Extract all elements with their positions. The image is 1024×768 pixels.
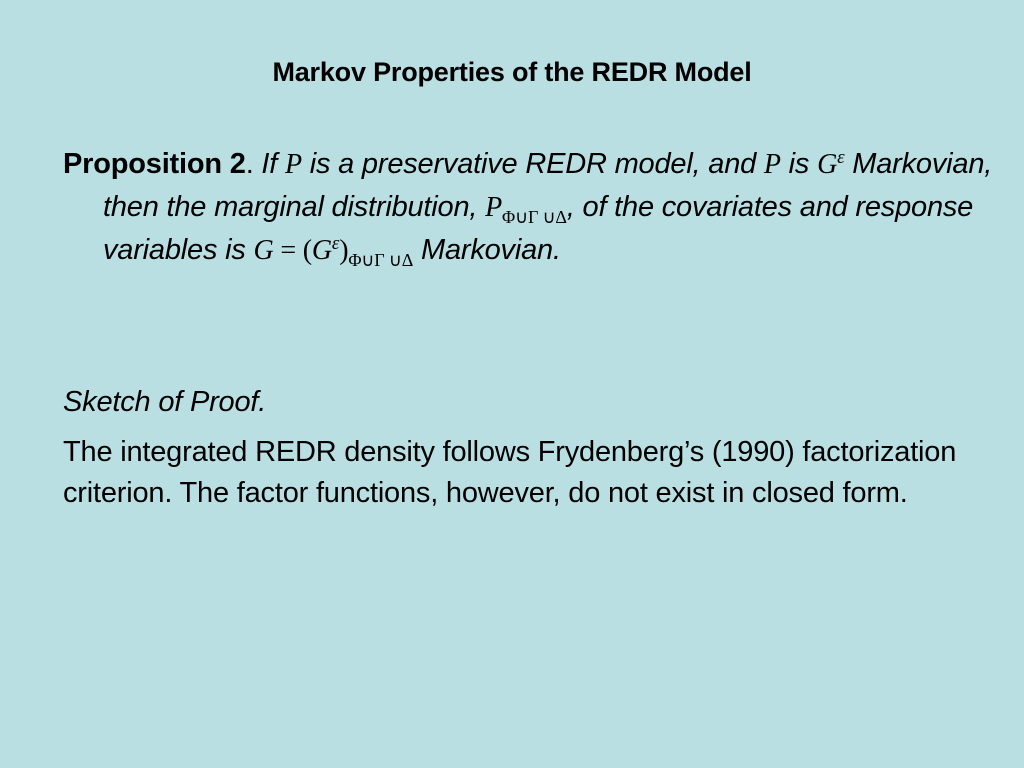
math-epsilon-2: ε [331,233,340,254]
math-close-paren: ) [339,235,349,266]
proposition-text-2: is [780,148,818,180]
proposition-paragraph [63,143,1013,272]
math-g-3: G [311,235,332,266]
sketch-of-proof-label: Sketch of Proof. [63,386,267,418]
math-p-2: P [763,149,781,180]
slide-title: Markov Properties of the REDR Model [272,57,752,87]
proof-body-text: The integrated REDR density follows Frydenberg’s (1990) factorization criterion. The factor functions, however, do not exist in closed form. [63,436,957,509]
math-g-1: G [817,149,838,180]
math-epsilon-1: ε [837,147,845,168]
math-subscript-1: Φ∪Γ ∪Δ [502,207,567,227]
proposition-text-5: Markovian. [413,234,561,266]
proposition-text-4: , of the covariates and response variables is [103,191,974,266]
math-g-2: G [253,235,274,266]
proposition-label: Proposition 2 [63,148,246,180]
math-p-1: P [284,149,302,180]
math-subscript-2: Φ∪Γ ∪Δ [348,250,414,270]
proposition-text-3: Markovian, then the marginal distribution, [103,148,993,223]
math-equals: = ( [273,235,312,266]
proposition-text-1: is a preservative REDR model, and [301,148,764,180]
proposition-label-punct: . [245,148,254,180]
proposition-if: If [261,148,285,180]
math-p-3: P [485,192,503,223]
